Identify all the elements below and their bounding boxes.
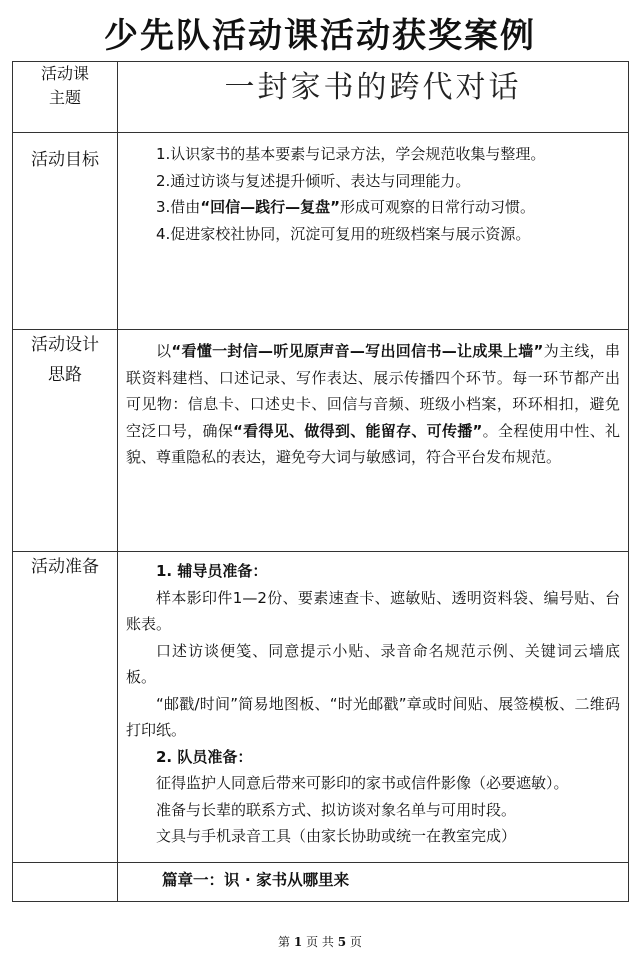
tutor-heading: 1. 辅导员准备： bbox=[156, 562, 268, 580]
topic-value: 一封家书的跨代对话 bbox=[118, 62, 629, 133]
goal-item: 1.认识家书的基本要素与记录方法，学会规范收集与整理。 bbox=[156, 145, 546, 163]
topic-row bbox=[13, 62, 629, 133]
prep-row bbox=[13, 552, 629, 863]
goals-content bbox=[118, 133, 629, 330]
goal-item: 4.促进家校社协同，沉淀可复用的班级档案与展示资源。 bbox=[156, 224, 531, 243]
member-item: 文具与手机录音工具（由家长协助或统一在教室完成） bbox=[156, 827, 517, 845]
activity-table bbox=[12, 61, 629, 902]
goal-item: 3.借由“回信—践行—复盘”形成可观察的日常行动习惯。 bbox=[156, 198, 536, 216]
prep-content bbox=[118, 552, 629, 863]
chapter-row bbox=[13, 863, 629, 902]
design-content bbox=[118, 330, 629, 552]
member-heading: 2. 队员准备： bbox=[156, 747, 253, 766]
design-row bbox=[13, 330, 629, 552]
tutor-item: 样本影印件1—2份、要素速查卡、遮敏贴、透明资料袋、编号贴、台账表。 bbox=[126, 588, 620, 633]
goal-item: 2.通过访谈与复述提升倾听、表达与同理能力。 bbox=[156, 171, 471, 190]
page-title: 少先队活动课活动获奖案例 bbox=[104, 16, 536, 56]
member-item: 征得监护人同意后带来可影印的家书或信件影像（必要遮敏）。 bbox=[156, 774, 569, 792]
topic-label: 活动课 主题 bbox=[13, 62, 118, 133]
design-text: 以“看懂一封信—听见原声音—写出回信书—让成果上墙”为主线，串联资料建档、口述记录、写作表达、展示传播四个环节。每一环节都产出可见物：信息卡、口述史卡、回信与音频、班级小档案，环环相扣，避免空泛口号，确保“看得见、做得到、能留存、可传播”。全程使用中性、礼貌、尊重隐私的表达，避免夸大词与敏感词，符合平台发布规范。 bbox=[126, 342, 620, 466]
tutor-item: 口述访谈便笺、同意提示小贴、录音命名规范示例、关键词云墙底板。 bbox=[126, 641, 620, 686]
member-item: 准备与长辈的联系方式、拟访谈对象名单与可用时段。 bbox=[156, 800, 517, 819]
prep-label: 活动准备 bbox=[13, 552, 118, 863]
goals-label: 活动目标 bbox=[13, 133, 118, 330]
tutor-item: “邮戳/时间”简易地图板、“时光邮戳”章或时间贴、展签模板、二维码打印纸。 bbox=[126, 694, 620, 739]
design-label: 活动设计 思路 bbox=[13, 330, 118, 552]
page-footer: 第 1 页 共 5 页 bbox=[278, 935, 362, 949]
chapter-title: 篇章一：识 · 家书从哪里来 bbox=[162, 871, 350, 889]
goals-row bbox=[13, 133, 629, 330]
chapter-empty-cell bbox=[13, 863, 118, 902]
chapter-cell bbox=[118, 863, 629, 902]
